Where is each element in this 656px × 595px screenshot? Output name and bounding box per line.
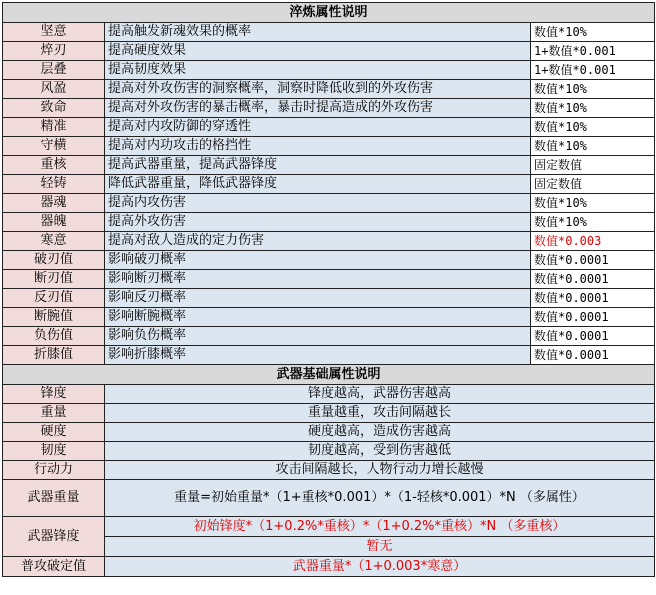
refine-attr-desc[interactable]: 提高对内功攻击的格挡性 (105, 137, 531, 156)
refine-attr-name[interactable]: 层叠 (3, 61, 105, 80)
refine-row (3, 270, 655, 289)
refine-row (3, 80, 655, 99)
base-row (3, 385, 655, 404)
sharpness-name[interactable]: 武器锋度 (3, 517, 105, 557)
refine-attr-value[interactable]: 数值*0.0001 (531, 327, 655, 346)
refine-attr-desc[interactable]: 降低武器重量，降低武器锋度 (105, 175, 531, 194)
refine-row (3, 213, 655, 232)
refine-attr-value[interactable]: 1+数值*0.001 (531, 42, 655, 61)
refine-attr-desc[interactable]: 提高内攻伤害 (105, 194, 531, 213)
refine-attr-desc[interactable]: 提高对内攻防御的穿透性 (105, 118, 531, 137)
base-attr-name[interactable]: 韧度 (3, 442, 105, 461)
base-row (3, 423, 655, 442)
refine-attr-desc[interactable]: 提高武器重量，提高武器锋度 (105, 156, 531, 175)
refine-attr-desc[interactable]: 影响折膝概率 (105, 346, 531, 365)
refine-attr-name[interactable]: 器魄 (3, 213, 105, 232)
base-row (3, 442, 655, 461)
base-attr-name[interactable]: 锋度 (3, 385, 105, 404)
refine-row (3, 137, 655, 156)
refine-row (3, 251, 655, 270)
sharpness-row-1 (3, 517, 655, 537)
refine-row (3, 289, 655, 308)
refine-attr-name[interactable]: 破刃值 (3, 251, 105, 270)
refine-row (3, 194, 655, 213)
section2-header-row (3, 365, 655, 385)
refine-row (3, 232, 655, 251)
sharpness-formula[interactable]: 初始锋度*（1+0.2%*重核）*（1+0.2%*重核）*N （多重核） (105, 517, 655, 537)
refine-attr-desc[interactable]: 影响负伤概率 (105, 327, 531, 346)
refine-attr-name[interactable]: 轻铸 (3, 175, 105, 194)
break-formula[interactable]: 武器重量*（1+0.003*寒意） (105, 557, 655, 577)
refine-attr-name[interactable]: 守横 (3, 137, 105, 156)
base-attr-desc[interactable]: 锋度越高，武器伤害越高 (105, 385, 655, 404)
base-attr-name[interactable]: 重量 (3, 404, 105, 423)
refine-attr-value[interactable]: 数值*0.0001 (531, 270, 655, 289)
refine-attr-desc[interactable]: 提高触发新魂效果的概率 (105, 23, 531, 42)
refine-attr-name[interactable]: 反刃值 (3, 289, 105, 308)
base-row (3, 404, 655, 423)
refine-attr-desc[interactable]: 影响反刃概率 (105, 289, 531, 308)
refine-attr-desc[interactable]: 影响断刃概率 (105, 270, 531, 289)
refine-attr-value[interactable]: 固定数值 (531, 156, 655, 175)
refine-attr-desc[interactable]: 提高对外攻伤害的洞察概率，洞察时降低收到的外攻伤害 (105, 80, 531, 99)
refine-row (3, 118, 655, 137)
refine-row (3, 346, 655, 365)
refine-attr-name[interactable]: 断腕值 (3, 308, 105, 327)
base-attr-desc[interactable]: 攻击间隔越长，人物行动力增长越慢 (105, 461, 655, 480)
refine-attr-desc[interactable]: 提高对敌人造成的定力伤害 (105, 232, 531, 251)
refine-attr-desc[interactable]: 提高韧度效果 (105, 61, 531, 80)
base-attr-desc[interactable]: 硬度越高，造成伤害越高 (105, 423, 655, 442)
refine-attr-name[interactable]: 寒意 (3, 232, 105, 251)
refine-attr-desc[interactable]: 影响破刃概率 (105, 251, 531, 270)
refine-row (3, 156, 655, 175)
attribute-sheet (2, 2, 654, 577)
refine-attr-name[interactable]: 焠刃 (3, 42, 105, 61)
refine-attr-value[interactable]: 数值*10% (531, 137, 655, 156)
refine-attr-name[interactable]: 致命 (3, 99, 105, 118)
refine-attr-name[interactable]: 风盈 (3, 80, 105, 99)
refine-row (3, 99, 655, 118)
base-row (3, 461, 655, 480)
refine-attr-value[interactable]: 数值*10% (531, 118, 655, 137)
refine-attr-value[interactable]: 数值*10% (531, 80, 655, 99)
sharpness-note[interactable]: 暂无 (105, 537, 655, 557)
refine-row (3, 42, 655, 61)
refine-row (3, 175, 655, 194)
refine-row (3, 327, 655, 346)
refine-attr-desc[interactable]: 影响断腕概率 (105, 308, 531, 327)
refine-attr-desc[interactable]: 提高硬度效果 (105, 42, 531, 61)
break-row (3, 557, 655, 577)
refine-attr-value[interactable]: 数值*10% (531, 213, 655, 232)
refine-attr-desc[interactable]: 提高对外攻伤害的暴击概率，暴击时提高造成的外攻伤害 (105, 99, 531, 118)
refine-attr-value[interactable]: 数值*10% (531, 99, 655, 118)
refine-attr-value[interactable]: 数值*10% (531, 194, 655, 213)
section1-header-row (3, 3, 655, 23)
refine-attr-value[interactable]: 数值*10% (531, 23, 655, 42)
base-attr-desc[interactable]: 韧度越高，受到伤害越低 (105, 442, 655, 461)
refine-attr-value[interactable]: 数值*0.0001 (531, 289, 655, 308)
refine-attr-name[interactable]: 器魂 (3, 194, 105, 213)
refine-attr-value[interactable]: 数值*0.003 (531, 232, 655, 251)
refine-attr-value[interactable]: 数值*0.0001 (531, 346, 655, 365)
refine-attr-name[interactable]: 坚意 (3, 23, 105, 42)
weight-name[interactable]: 武器重量 (3, 480, 105, 517)
break-name[interactable]: 普攻破定值 (3, 557, 105, 577)
weight-row (3, 480, 655, 517)
section2-title[interactable]: 武器基础属性说明 (3, 365, 655, 385)
refine-attr-name[interactable]: 断刃值 (3, 270, 105, 289)
refine-attr-value[interactable]: 固定数值 (531, 175, 655, 194)
weight-formula[interactable]: 重量=初始重量*（1+重核*0.001）*（1-轻核*0.001）*N （多属性） (105, 480, 655, 517)
refine-attr-value[interactable]: 1+数值*0.001 (531, 61, 655, 80)
refine-row (3, 308, 655, 327)
section1-title[interactable]: 淬炼属性说明 (3, 3, 655, 23)
refine-row (3, 23, 655, 42)
refine-attr-name[interactable]: 精准 (3, 118, 105, 137)
refine-attr-name[interactable]: 重核 (3, 156, 105, 175)
attribute-table (2, 2, 655, 577)
refine-attr-name[interactable]: 负伤值 (3, 327, 105, 346)
base-attr-name[interactable]: 行动力 (3, 461, 105, 480)
refine-attr-value[interactable]: 数值*0.0001 (531, 308, 655, 327)
base-attr-desc[interactable]: 重量越重，攻击间隔越长 (105, 404, 655, 423)
refine-attr-desc[interactable]: 提高外攻伤害 (105, 213, 531, 232)
refine-attr-value[interactable]: 数值*0.0001 (531, 251, 655, 270)
base-attr-name[interactable]: 硬度 (3, 423, 105, 442)
refine-row (3, 61, 655, 80)
refine-attr-name[interactable]: 折膝值 (3, 346, 105, 365)
